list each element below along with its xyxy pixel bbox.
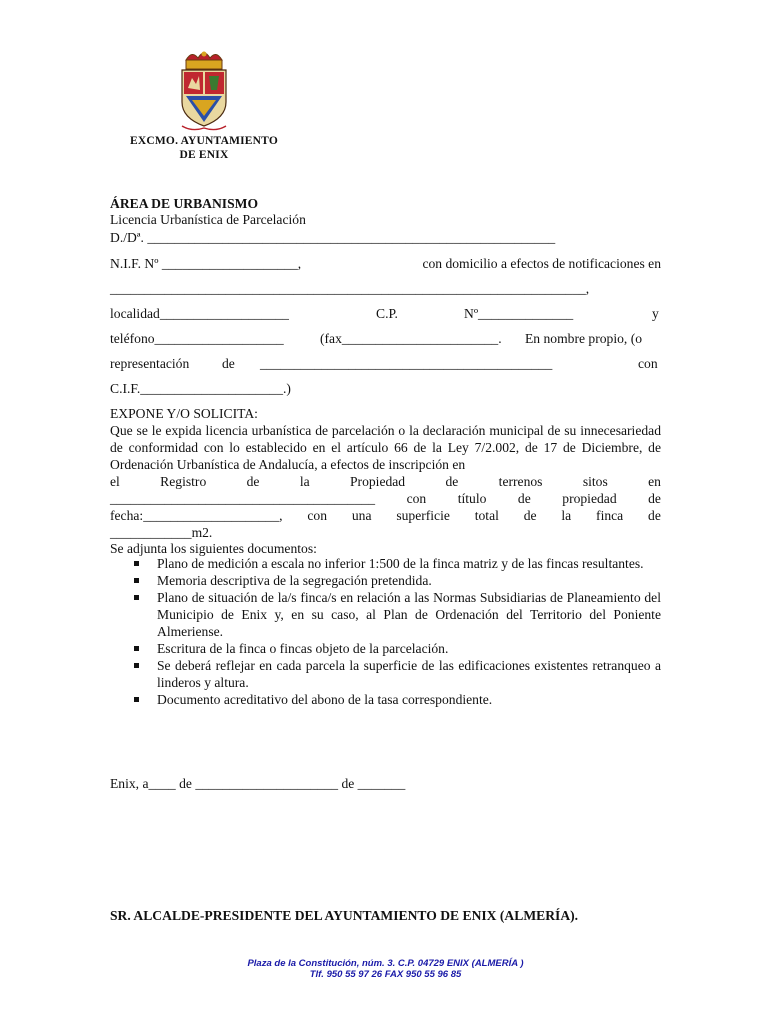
word: en xyxy=(648,474,661,489)
coat-of-arms-logo xyxy=(172,50,236,134)
word: superficie xyxy=(396,508,450,523)
word: de xyxy=(648,508,661,523)
date-surface-line xyxy=(110,507,661,524)
localidad-field[interactable]: localidad___________________ xyxy=(110,306,289,321)
representation-field[interactable]: ___________________________________________ xyxy=(260,356,553,371)
list-item-text: Plano de medición a escala no inferior 1:500 de la finca matriz y de las fincas resultantes. xyxy=(157,556,644,571)
signature-date-field[interactable]: Enix, a____ de _____________________ de _______ xyxy=(110,776,406,791)
title-line xyxy=(110,490,661,507)
word: total xyxy=(474,508,499,523)
applicant-name-field[interactable]: D./Dª. ____________________________________________________________ xyxy=(110,230,556,245)
word: Registro xyxy=(160,474,207,489)
expone-heading: EXPONE Y/O SOLICITA: xyxy=(110,406,258,421)
representation-label: representación xyxy=(110,356,190,371)
bullet-icon xyxy=(134,595,139,600)
word: de xyxy=(523,508,537,523)
bullet-icon xyxy=(134,646,139,651)
bullet-icon xyxy=(134,561,139,566)
word: la xyxy=(561,508,572,523)
org-line-1: EXCMO. AYUNTAMIENTO xyxy=(130,135,278,147)
word: finca xyxy=(596,508,624,523)
word: una xyxy=(351,508,372,523)
own-name-text: En nombre propio, (o xyxy=(525,331,643,346)
cif-field[interactable]: C.I.F._____________________.) xyxy=(110,381,291,396)
list-item-text: Escritura de la finca o fincas objeto de la parcelación. xyxy=(157,641,449,656)
word: con xyxy=(307,508,328,523)
property-location-field[interactable]: _______________________________________ xyxy=(110,491,376,506)
footer-address xyxy=(110,958,661,980)
organization-name xyxy=(120,134,288,162)
request-paragraph: Que se le expida licencia urbanística de parcelación o la declaración municipal de su innecesariedad de conformidad con lo establecido en el artículo 66 de la Ley 7/2.002, de 17 de Diciembre, de Ordenación Urbanística de Andalucía, a efectos de inscripción en xyxy=(110,423,661,472)
list-item xyxy=(131,640,661,657)
date-field[interactable]: fecha:____________________, xyxy=(110,508,283,523)
area-title: ÁREA DE URBANISMO xyxy=(110,196,259,211)
word: la xyxy=(299,474,310,489)
word: con xyxy=(406,491,427,506)
fax-field[interactable]: (fax_______________________. xyxy=(320,331,502,346)
word: el xyxy=(110,474,120,489)
registry-line xyxy=(110,473,661,490)
list-item-text: Plano de situación de la/s finca/s en relación a las Normas Subsidiarias de Planeamiento del Municipio de Enix y, en su caso, al Plan de Ordenación del Territorio del Poniente Almeriense. xyxy=(157,590,661,639)
list-item-text: Se deberá reflejar en cada parcela la superficie de las edificaciones existentes retranqueo a linderos y altura. xyxy=(157,658,661,690)
word: de xyxy=(517,491,531,506)
attachments-heading: Se adjunta los siguientes documentos: xyxy=(110,541,317,556)
word: Propiedad xyxy=(349,474,406,489)
list-item xyxy=(131,555,661,572)
list-item xyxy=(131,691,661,708)
list-item-text: Documento acreditativo del abono de la tasa correspondiente. xyxy=(157,692,493,707)
nif-line xyxy=(110,255,661,272)
y-text: y xyxy=(652,306,659,321)
addressee: SR. ALCALDE-PRESIDENTE DEL AYUNTAMIENTO DE ENIX (ALMERÍA). xyxy=(110,908,579,923)
bullet-icon xyxy=(134,697,139,702)
number-field[interactable]: Nº______________ xyxy=(464,306,574,321)
word: de xyxy=(648,491,661,506)
word: título xyxy=(457,491,487,506)
word: de xyxy=(445,474,459,489)
footer-line-1: Plaza de la Constitución, núm. 3. C.P. 04729 ENIX (ALMERÍA ) xyxy=(247,958,524,969)
word: sitos xyxy=(582,474,608,489)
nif-field[interactable]: N.I.F. Nº ____________________, xyxy=(110,256,302,271)
nif-domicile-text: con domicilio a efectos de notificaciones en xyxy=(422,256,661,271)
documents-list xyxy=(131,555,661,708)
list-item xyxy=(131,657,661,691)
word: propiedad xyxy=(562,491,617,506)
bullet-icon xyxy=(134,663,139,668)
surface-field[interactable]: ____________m2. xyxy=(110,525,213,540)
list-item-text: Memoria descriptiva de la segregación pretendida. xyxy=(157,573,432,588)
representation-con: con xyxy=(638,356,658,371)
form-subtitle: Licencia Urbanística de Parcelación xyxy=(110,212,306,227)
footer-line-2: Tlf. 950 55 97 26 FAX 950 55 96 85 xyxy=(309,969,462,980)
cp-label: C.P. xyxy=(376,306,398,321)
telephone-field[interactable]: teléfono___________________ xyxy=(110,331,284,346)
org-line-2: DE ENIX xyxy=(179,149,229,161)
bullet-icon xyxy=(134,578,139,583)
list-item xyxy=(131,572,661,589)
word: terrenos xyxy=(498,474,543,489)
word: de xyxy=(246,474,260,489)
list-item xyxy=(131,589,661,640)
address-field[interactable]: ______________________________________________________________________, xyxy=(110,281,590,296)
representation-de: de xyxy=(222,356,235,371)
